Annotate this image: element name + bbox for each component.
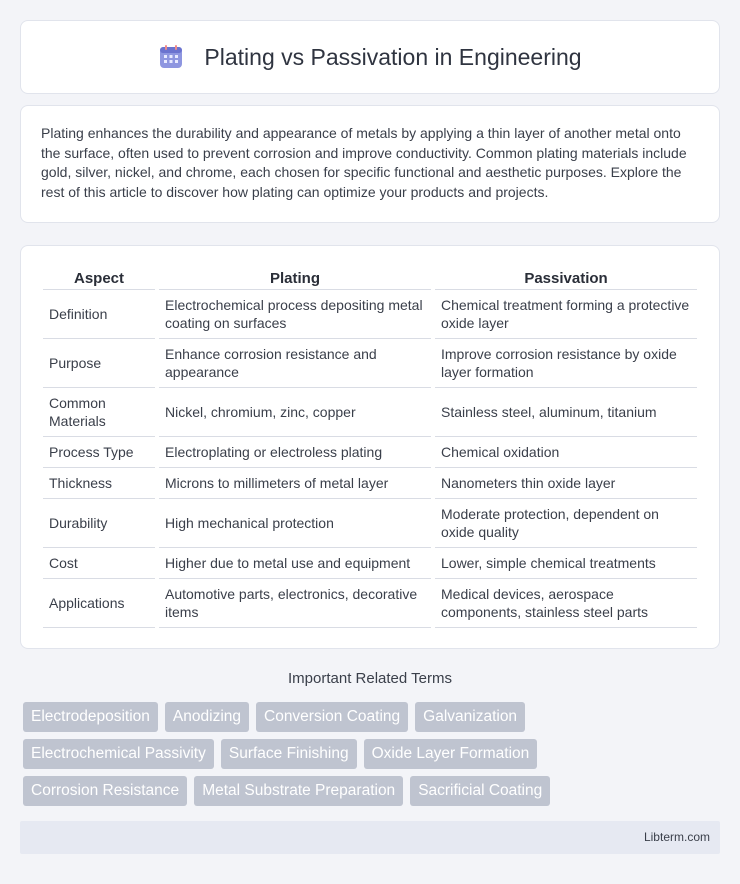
intro-text: Plating enhances the durability and appearance of metals by applying a thin layer of another metal onto the surface, often used to prevent corrosion and improve conductivity. Common plating materials include gold, silver, nickel, and chrome, each chosen for specific functional and aesthetic purposes. Explore the rest of this article to discover how plating can optimize your products and projects.: [41, 125, 687, 200]
cell-plating: Electrochemical process depositing metal coating on surfaces: [159, 290, 431, 339]
table-row: [43, 499, 697, 548]
related-term-tag[interactable]: Galvanization: [415, 702, 525, 732]
table-row: [43, 388, 697, 437]
cell-passivation: Lower, simple chemical treatments: [435, 548, 697, 579]
cell-aspect: Durability: [43, 499, 155, 548]
cell-plating: Higher due to metal use and equipment: [159, 548, 431, 579]
comparison-table: [39, 268, 701, 628]
table-row: [43, 290, 697, 339]
footer: [20, 821, 720, 854]
cell-aspect: Cost: [43, 548, 155, 579]
table-row: [43, 437, 697, 468]
cell-aspect: Common Materials: [43, 388, 155, 437]
cell-aspect: Process Type: [43, 437, 155, 468]
related-term-tag[interactable]: Surface Finishing: [221, 739, 357, 769]
cell-passivation: Nanometers thin oxide layer: [435, 468, 697, 499]
cell-passivation: Improve corrosion resistance by oxide layer formation: [435, 339, 697, 388]
comparison-table-card: [20, 245, 720, 649]
table-header-row: [43, 268, 697, 290]
related-term-tag[interactable]: Electrodeposition: [23, 702, 158, 732]
cell-aspect: Thickness: [43, 468, 155, 499]
related-term-tag[interactable]: Metal Substrate Preparation: [194, 776, 403, 806]
calendar-grid-icon: [158, 44, 184, 70]
cell-aspect: Purpose: [43, 339, 155, 388]
table-row: [43, 579, 697, 628]
tag-row: [23, 702, 723, 732]
cell-plating: Microns to millimeters of metal layer: [159, 468, 431, 499]
table-row: [43, 548, 697, 579]
cell-passivation: Chemical oxidation: [435, 437, 697, 468]
cell-plating: Automotive parts, electronics, decorative items: [159, 579, 431, 628]
column-header-passivation: Passivation: [435, 268, 697, 290]
related-term-tag[interactable]: Sacrificial Coating: [410, 776, 550, 806]
title-card: [20, 20, 720, 94]
cell-aspect: Definition: [43, 290, 155, 339]
related-terms-list: [23, 702, 723, 813]
cell-plating: High mechanical protection: [159, 499, 431, 548]
related-term-tag[interactable]: Corrosion Resistance: [23, 776, 187, 806]
intro-card: [20, 105, 720, 223]
related-term-tag[interactable]: Electrochemical Passivity: [23, 739, 214, 769]
tag-row: [23, 739, 723, 769]
cell-plating: Electroplating or electroless plating: [159, 437, 431, 468]
page-title: Plating vs Passivation in Engineering: [204, 43, 582, 70]
cell-passivation: Medical devices, aerospace components, stainless steel parts: [435, 579, 697, 628]
related-term-tag[interactable]: Oxide Layer Formation: [364, 739, 538, 769]
column-header-plating: Plating: [159, 268, 431, 290]
table-row: [43, 339, 697, 388]
related-term-tag[interactable]: Conversion Coating: [256, 702, 408, 732]
column-header-aspect: Aspect: [43, 268, 155, 290]
footer-brand[interactable]: Libterm.com: [643, 830, 710, 844]
cell-plating: Enhance corrosion resistance and appearance: [159, 339, 431, 388]
related-terms-title: Important Related Terms: [288, 670, 452, 687]
table-row: [43, 468, 697, 499]
cell-plating: Nickel, chromium, zinc, copper: [159, 388, 431, 437]
cell-passivation: Moderate protection, dependent on oxide quality: [435, 499, 697, 548]
tag-row: [23, 776, 723, 806]
cell-aspect: Applications: [43, 579, 155, 628]
related-term-tag[interactable]: Anodizing: [165, 702, 249, 732]
cell-passivation: Stainless steel, aluminum, titanium: [435, 388, 697, 437]
cell-passivation: Chemical treatment forming a protective oxide layer: [435, 290, 697, 339]
